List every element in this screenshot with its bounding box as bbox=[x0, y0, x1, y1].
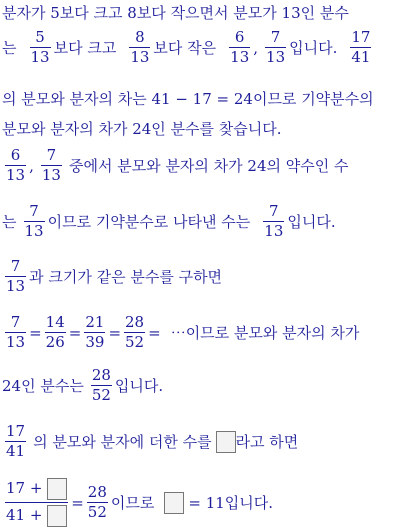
text: 보다 작은 bbox=[153, 39, 217, 57]
blank-box bbox=[47, 505, 67, 527]
line-8 bbox=[2, 315, 398, 350]
text: 입니다. bbox=[287, 213, 336, 231]
numerator: 7 bbox=[46, 146, 57, 164]
denominator: 52 bbox=[125, 333, 145, 351]
fraction-5-13 bbox=[30, 30, 51, 65]
numerator: 7 bbox=[10, 257, 21, 275]
numerator: 21 bbox=[85, 313, 105, 331]
numerator: 28 bbox=[91, 366, 111, 384]
equals-sign: = bbox=[68, 323, 82, 342]
denominator: 41 bbox=[351, 48, 371, 66]
equals-sign: = bbox=[108, 323, 122, 342]
text: ⋯이므로 분모와 분자의 차가 bbox=[170, 324, 360, 342]
equals-sign: = bbox=[148, 323, 161, 342]
numerator: 28 bbox=[125, 313, 145, 331]
text: 는 bbox=[2, 213, 17, 231]
line-5 bbox=[2, 148, 398, 183]
line-7 bbox=[2, 259, 398, 294]
numerator: 8 bbox=[135, 28, 145, 46]
text: 는 bbox=[2, 39, 17, 57]
line-6 bbox=[2, 204, 398, 239]
numerator: 14 bbox=[45, 313, 65, 331]
denominator: 13 bbox=[266, 48, 286, 66]
denominator: 52 bbox=[87, 503, 107, 521]
text: 의 분모와 분자에 더한 수를 bbox=[33, 433, 212, 451]
line-1 bbox=[2, 2, 398, 23]
text: 라고 하면 bbox=[235, 433, 299, 451]
fraction-8-13 bbox=[129, 30, 150, 65]
numerator: 17 bbox=[6, 422, 26, 440]
comma: , bbox=[253, 38, 259, 57]
text: 이므로 기약분수로 나타낸 수는 bbox=[47, 213, 251, 231]
line-11 bbox=[2, 478, 398, 527]
line-2 bbox=[2, 30, 398, 65]
blank-box bbox=[47, 478, 67, 500]
fraction-7-13 bbox=[265, 30, 286, 65]
equals-sign: = bbox=[71, 493, 84, 512]
line-9 bbox=[2, 368, 398, 403]
fraction-21-39 bbox=[84, 315, 105, 350]
denominator-text: 41 + bbox=[6, 506, 43, 524]
denominator: 13 bbox=[6, 333, 26, 351]
comma: , bbox=[29, 156, 34, 175]
text: 중에서 분모와 분자의 차가 24의 약수인 수 bbox=[68, 157, 349, 175]
denominator: 13 bbox=[6, 277, 26, 295]
text: 입니다. bbox=[114, 377, 164, 395]
line-3 bbox=[2, 88, 398, 109]
fraction-14-26 bbox=[45, 315, 66, 350]
numerator: 5 bbox=[35, 28, 45, 46]
denominator: 13 bbox=[24, 222, 44, 240]
text: 과 크기가 같은 분수를 구하면 bbox=[29, 268, 223, 286]
text: 분자가 5보다 크고 8보다 작으면서 분모가 13인 분수 bbox=[2, 4, 349, 22]
denominator: 13 bbox=[130, 48, 150, 66]
fraction-7-13 bbox=[263, 204, 284, 239]
fraction-with-blanks bbox=[5, 478, 68, 527]
fraction-17-41 bbox=[5, 424, 26, 459]
text: 의 분모와 분자의 차는 41 − 17 = 24이므로 기약분수의 bbox=[2, 90, 374, 108]
fraction-7-13 bbox=[5, 259, 26, 294]
numerator: 28 bbox=[87, 483, 107, 501]
blank-box bbox=[164, 492, 184, 514]
fraction-6-13 bbox=[229, 30, 250, 65]
numerator: 6 bbox=[234, 28, 245, 46]
fraction-28-52 bbox=[91, 368, 112, 403]
denominator bbox=[5, 503, 68, 527]
denominator: 13 bbox=[230, 48, 250, 66]
fraction-7-13 bbox=[41, 148, 62, 183]
numerator: 7 bbox=[269, 202, 279, 220]
denominator: 39 bbox=[85, 333, 105, 351]
denominator: 13 bbox=[41, 166, 61, 184]
numerator bbox=[5, 478, 68, 502]
denominator: 13 bbox=[6, 166, 26, 184]
numerator: 7 bbox=[29, 202, 39, 220]
fraction-7-13 bbox=[24, 204, 45, 239]
numerator: 7 bbox=[10, 313, 21, 331]
fraction-17-41 bbox=[350, 30, 371, 65]
text: = 11입니다. bbox=[188, 494, 274, 512]
fraction-6-13 bbox=[5, 148, 26, 183]
numerator: 17 bbox=[351, 28, 371, 46]
denominator: 13 bbox=[264, 222, 284, 240]
text: 24인 분수는 bbox=[2, 377, 84, 395]
line-10 bbox=[2, 424, 398, 459]
equals-sign: = bbox=[29, 323, 42, 342]
denominator: 52 bbox=[91, 386, 111, 404]
fraction-7-13 bbox=[5, 315, 26, 350]
denominator: 13 bbox=[30, 48, 50, 66]
text: 보다 크고 bbox=[53, 39, 117, 57]
fraction-28-52 bbox=[87, 485, 108, 520]
numerator: 6 bbox=[10, 146, 21, 164]
text: 분모와 분자의 차가 24인 분수를 찾습니다. bbox=[2, 120, 282, 138]
denominator: 41 bbox=[6, 442, 26, 460]
text: 이므로 bbox=[110, 494, 155, 512]
numerator-text: 17 + bbox=[6, 479, 43, 497]
text: 입니다. bbox=[289, 39, 338, 57]
numerator: 7 bbox=[270, 28, 281, 46]
denominator: 26 bbox=[45, 333, 65, 351]
blank-box bbox=[216, 431, 236, 453]
line-4 bbox=[2, 118, 398, 139]
fraction-28-52 bbox=[124, 315, 145, 350]
